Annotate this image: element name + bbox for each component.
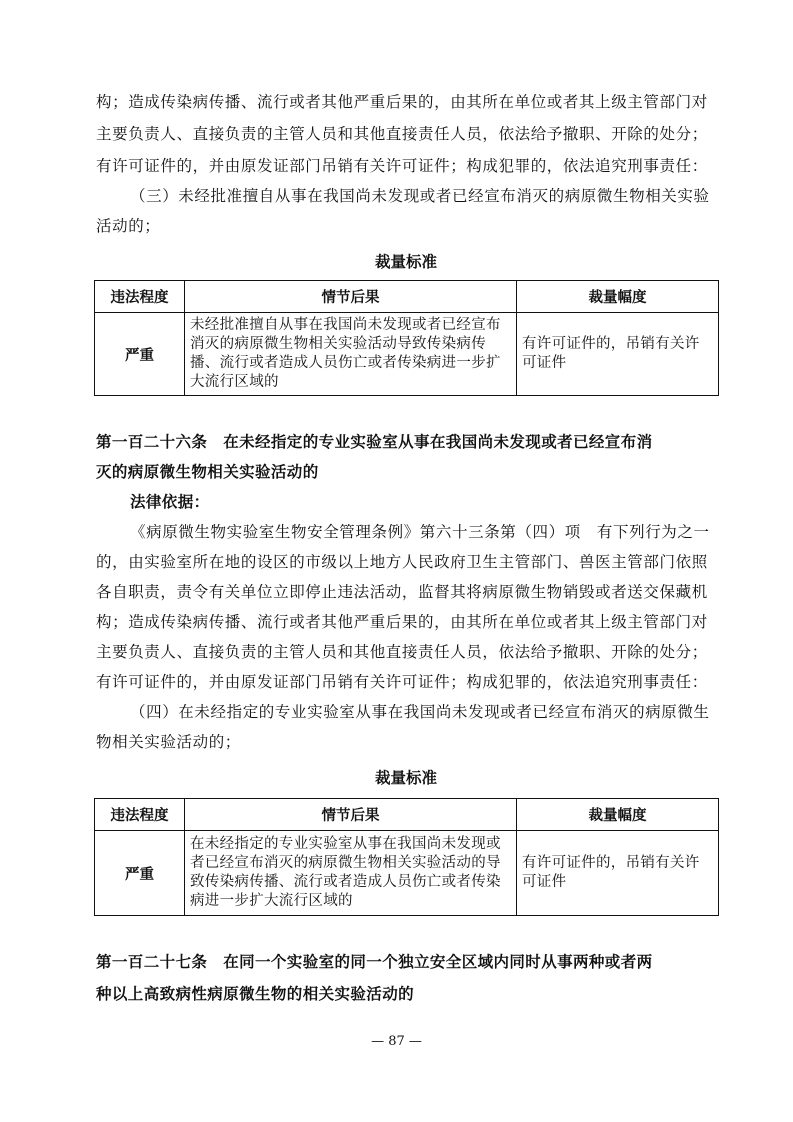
header-consequence: 情节后果 xyxy=(185,281,517,313)
consequence-cell: 在未经指定的专业实验室从事在我国尚未发现或者已经宣布消灭的病原微生物相关实验活动的导致传染病传播、流行或者造成人员伤亡或者传染病进一步扩大流行区域的 xyxy=(185,831,517,916)
body-text-line: 有许可证件的，并由原发证部门吊销有关许可证件；构成犯罪的，依法追究刑事责任： xyxy=(96,157,708,175)
table-row xyxy=(95,831,719,916)
consequence-cell: 未经批准擅自从事在我国尚未发现或者已经宣布消灭的病原微生物相关实验活动导致传染病传播、流行或者造成人员伤亡或者传染病进一步扩大流行区域的 xyxy=(185,313,517,396)
header-severity: 违法程度 xyxy=(95,799,185,831)
penalty-cell: 有许可证件的，吊销有关许可证件 xyxy=(517,831,719,916)
table-caption: 裁量标准 xyxy=(374,769,437,787)
article-title: 第一百二十六条 在未经指定的专业实验室从事在我国尚未发现或者已经宣布消 xyxy=(96,433,653,451)
severity-cell: 严重 xyxy=(95,831,185,916)
legal-basis-label: 法律依据： xyxy=(130,493,210,511)
article-title: 灭的病原微生物相关实验活动的 xyxy=(96,463,319,481)
body-text-line: 《病原微生物实验室生物安全管理条例》第六十三条第（四）项 有下列行为之一 xyxy=(130,523,710,541)
table-caption: 裁量标准 xyxy=(374,253,437,271)
table-row xyxy=(95,313,719,396)
body-text-line: 活动的； xyxy=(96,217,161,235)
body-text-line: （四）在未经指定的专业实验室从事在我国尚未发现或者已经宣布消灭的病原微生 xyxy=(130,703,710,721)
article-title: 第一百二十七条 在同一个实验室的同一个独立安全区域内同时从事两种或者两 xyxy=(96,953,653,971)
article-title: 种以上高致病性病原微生物的相关实验活动的 xyxy=(96,985,415,1003)
header-severity: 违法程度 xyxy=(95,281,185,313)
body-text-line: 主要负责人、直接负责的主管人员和其他直接责任人员，依法给予撤职、开除的处分； xyxy=(96,125,708,143)
body-text-line: 构；造成传染病传播、流行或者其他严重后果的，由其所在单位或者其上级主管部门对 xyxy=(96,613,708,631)
body-text-line: 构；造成传染病传播、流行或者其他严重后果的，由其所在单位或者其上级主管部门对 xyxy=(96,93,708,111)
body-text-line: （三）未经批准擅自从事在我国尚未发现或者已经宣布消灭的病原微生物相关实验 xyxy=(130,187,710,205)
table-header-row xyxy=(95,281,719,313)
header-penalty: 裁量幅度 xyxy=(517,799,719,831)
header-penalty: 裁量幅度 xyxy=(517,281,719,313)
discretion-table xyxy=(94,798,719,916)
body-text-line: 主要负责人、直接负责的主管人员和其他直接责任人员，依法给予撤职、开除的处分； xyxy=(96,643,708,661)
body-text-line: 各自职责，责令有关单位立即停止违法活动，监督其将病原微生物销毁或者送交保藏机 xyxy=(96,583,708,601)
body-text-line: 有许可证件的，并由原发证部门吊销有关许可证件；构成犯罪的，依法追究刑事责任： xyxy=(96,673,708,691)
body-text-line: 的，由实验室所在地的设区的市级以上地方人民政府卫生主管部门、兽医主管部门依照 xyxy=(96,553,708,571)
penalty-cell: 有许可证件的，吊销有关许可证件 xyxy=(517,313,719,396)
header-consequence: 情节后果 xyxy=(185,799,517,831)
discretion-table xyxy=(94,280,719,396)
table-header-row xyxy=(95,799,719,831)
severity-cell: 严重 xyxy=(95,313,185,396)
page-number: — 87 — xyxy=(371,1034,422,1049)
body-text-line: 物相关实验活动的； xyxy=(96,733,241,751)
